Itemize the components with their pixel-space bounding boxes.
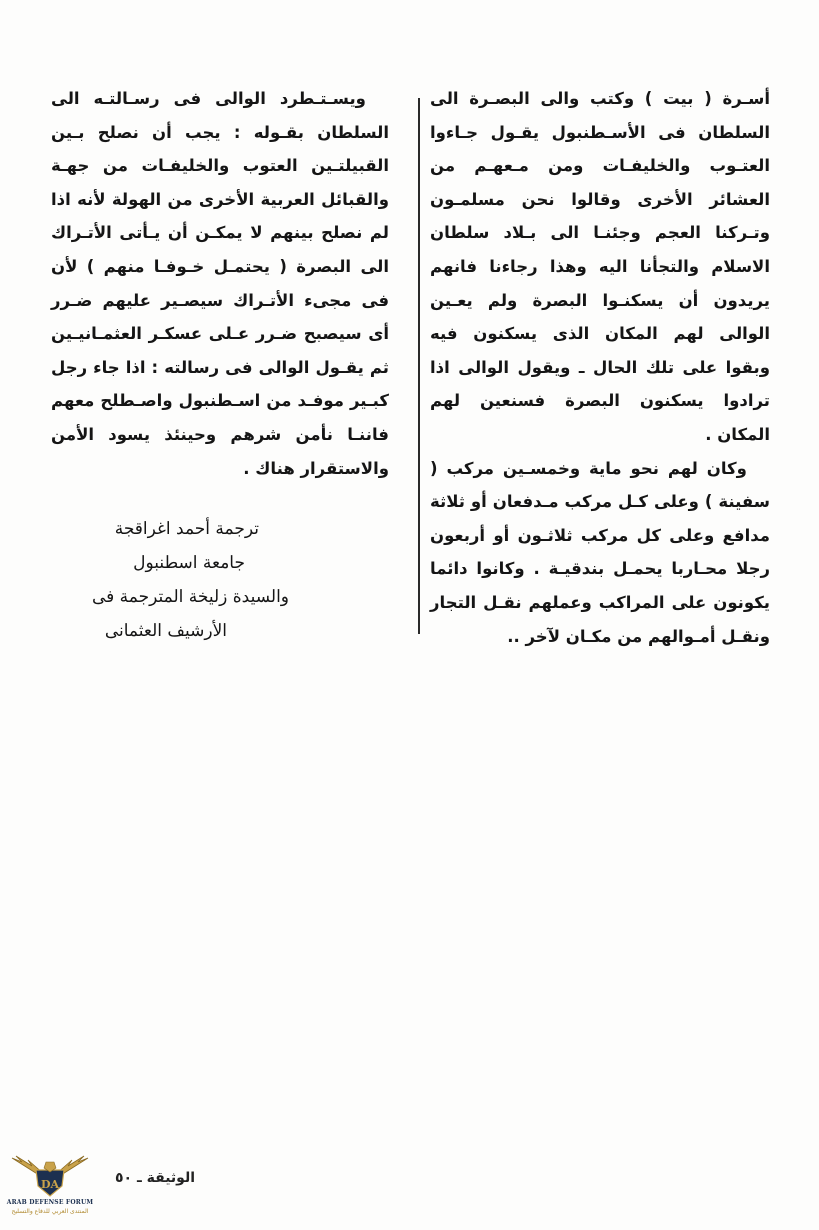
column-divider [418, 98, 420, 634]
left-text-column [51, 82, 389, 485]
right-paragraph-2: وكان لهم نحو ماية وخمسـين مركب ( سفينة ) وعلى كـل مركب مـدفعان أو ثلاثة مدافع وعلى كل مركب ثلاثـون أو أربعون رجلا محـاربا يحمـل بندقيـة . وكانوا دائما يكونون على المراكب وعملهم نقـل التجار ونقـل أمـوالهم من مكـان لآخر .. [430, 458, 770, 646]
translation-credits [39, 512, 289, 648]
eagle-emblem-icon [2, 1152, 98, 1202]
credit-line-university: جامعة اسطنبول [133, 553, 245, 573]
watermark-subtitle: المنتدى العربي للدفاع والتسليح [11, 1208, 89, 1215]
document-number-label: الوثيقة ـ ٥٠ [115, 1170, 195, 1186]
left-paragraph-1: ويسـتـطرد الوالى فى رسـالتـه الى السلطان بقـوله : يجب أن نصلح بـين القبيلتـين العتوب والخليفـات من جهـة والقبائل العربية الأخرى من الهولة لأنه اذا لم نصلح بينهم لا يمكـن أن يـأتى الأتـراك الى البصرة ( يحتمـل خـوفـا منهم ) لأن فى مجىء الأتـراك سيصـير عليهم ضـرر أى سيصبح ضـرر عـلى عسكـر العثمـانيـين ثم يقـول الوالى فى رسالته : اذا جاء رجل كبـير موفـد من اسـطنبول واصـطلح معهم فاننـا نأمن شرهم وحينئذ يسود الأمن والاستقرار هناك . [51, 89, 389, 478]
credit-line-co-translator: والسيدة زليخة المترجمة فى [91, 587, 289, 607]
forum-watermark-logo [2, 1152, 98, 1228]
logo-letters: DA [40, 1178, 60, 1191]
watermark-title: ARAB DEFENSE FORUM [6, 1199, 94, 1206]
credit-line-archive: الأرشيف العثمانى [104, 621, 227, 641]
right-paragraph-1: أسـرة ( بيت ) وكتب والى البصـرة الى السلطان فى الأسـطنبول يقـول جـاءوا العتـوب والخليفـات ومن مـعهـم من العشائر الأخرى وقالوا نحن مسلمـون وتـركنا العجم وجئنـا الى بـلاد سلطان الاسلام والتجأنا اليه وهذا رجاءنا فانهم يريدون أن يسكنـوا البصرة ولم يعـين الوالى لهم المكان الذى يسكنون فيه وبقوا على تلك الحال ـ ويقول الوالى اذا ترادوا يسكنون البصرة فسنعين لهم المكان . [430, 89, 770, 444]
right-text-column [430, 82, 770, 653]
credit-line-translator: ترجمة أحمد اغراقجة [114, 519, 259, 539]
